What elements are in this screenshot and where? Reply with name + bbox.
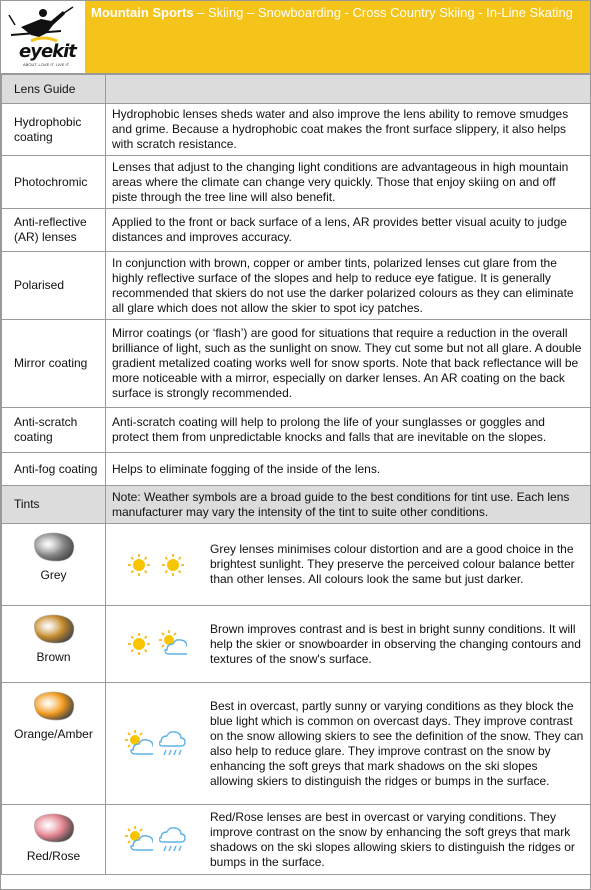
table-row: [2, 453, 591, 486]
sun-icon: [125, 630, 153, 658]
tints-heading-row: [2, 486, 591, 524]
row-label: Photochromic: [2, 156, 106, 209]
tint-content: [106, 622, 590, 667]
table-row: [2, 320, 591, 408]
row-desc: Applied to the front or back surface of a lens, AR provides better visual acuity to judge distances and improves accuracy.: [106, 209, 591, 252]
row-desc: Anti-scratch coating will help to prolong the life of your sunglasses or goggles and protect them from unpredictable knocks and falls that are inevitable on the slopes.: [106, 408, 591, 453]
logo-wordmark: eyekit: [19, 41, 76, 62]
weather-symbols: [106, 630, 206, 658]
title-rest: – Skiing – Snowboarding - Cross Country Skiing - In-Line Skating: [193, 5, 573, 20]
weather-symbols: [106, 826, 206, 854]
row-label: Hydrophobic coating: [2, 104, 106, 156]
lens-swatch-icon: [31, 530, 77, 564]
tint-content: [106, 699, 590, 789]
tint-swatch-cell: [2, 524, 106, 606]
row-desc: Mirror coatings (or ‘flash’) are good for situations that require a reduction in the overall brilliance of light, such as the sunlight on snow. They cut some but not all glare. A double gradient metalized coating works well for snow sports. Note that back reflectance will be more noticeable with a mirror, especially on darker lenses. An AR coating on the back surface is strongly recommended.: [106, 320, 591, 408]
row-label: Anti-reflective (AR) lenses: [2, 209, 106, 252]
tint-name: Grey: [40, 568, 67, 582]
lens-guide-heading-row: [2, 75, 591, 104]
tint-name: Red/Rose: [26, 849, 81, 863]
tints-heading: Tints: [2, 486, 106, 524]
tint-row: [2, 805, 591, 875]
table-row: [2, 408, 591, 453]
row-desc: Hydrophobic lenses sheds water and also improve the lens ability to remove smudges and grime. Because a hydrophobic coat makes the front surface slippery, it also helps with scratch resistance.: [106, 104, 591, 156]
tint-desc-cell: [106, 805, 591, 875]
sun-cloud-icon: [159, 630, 187, 658]
eyekit-logo: [1, 1, 85, 73]
cloud-rain-icon: [159, 730, 187, 758]
tints-note: Note: Weather symbols are a broad guide to the best conditions for tint use. Each lens manufacturer may vary the intensity of the tint to suite other conditions.: [106, 486, 591, 524]
row-desc: Helps to eliminate fogging of the inside of the lens.: [106, 453, 591, 486]
tint-description: Grey lenses minimises colour distortion and are a good choice in the brightest sunlight. They preserve the perceived colour balance better than other lenses. All colours look the same but just darker.: [210, 542, 575, 586]
tint-row: [2, 524, 591, 606]
tint-content: [106, 810, 590, 870]
tint-swatch-cell: [2, 606, 106, 683]
row-label: Mirror coating: [2, 320, 106, 408]
tint-desc-cell: [106, 683, 591, 805]
tint-name: Orange/Amber: [14, 727, 93, 741]
row-desc: In conjunction with brown, copper or amber tints, polarized lenses cut glare from the highly reflective surface of the slopes and help to reduce eye fatigue. It is generally recommended that skiers do not use the darker polarized colours as they can eliminate all glare which does not allow the skier to spot icy patches.: [106, 252, 591, 320]
title-bold: Mountain Sports: [91, 5, 194, 20]
row-label: Anti-fog coating: [2, 453, 106, 486]
sun-icon: [125, 551, 153, 579]
table-row: [2, 209, 591, 252]
row-label: Anti-scratch coating: [2, 408, 106, 453]
lens-swatch-icon: [31, 811, 77, 845]
table-row: [2, 104, 591, 156]
sun-cloud-icon: [125, 826, 153, 854]
tint-swatch-cell: [2, 805, 106, 875]
sun-cloud-icon: [125, 730, 153, 758]
tint-description: Best in overcast, partly sunny or varying conditions as they block the blue light which is common on overcast days. They improve contrast on the snow allowing skiers to see the definition of the snow. They can also help to reduce glare. They improve contrast on the snow by enhancing the soft greys that mark shadows on the ski slopes allowing skiers to distinguish the ridges or bumps in the surface.: [210, 698, 584, 788]
heading-blank: [106, 75, 591, 104]
tint-description: Brown improves contrast and is best in bright sunny conditions. It will help the skier or snowboarder in observing the changing contours and textures of the snow's surface.: [210, 621, 581, 666]
tint-row: [2, 683, 591, 805]
lens-guide-table: [1, 74, 591, 875]
weather-symbols: [106, 730, 206, 758]
tint-content: [106, 542, 590, 587]
logo-tagline: ABOUT. LOVE IT. LIVE IT.: [23, 62, 70, 67]
tint-desc-cell: [106, 524, 591, 606]
tint-row: [2, 606, 591, 683]
row-label: Polarised: [2, 252, 106, 320]
lens-swatch-icon: [31, 612, 77, 646]
row-desc: Lenses that adjust to the changing light conditions are advantageous in high mountain areas where the climate can change very quickly. Those that enjoy skiing on and off piste through the tree line will also benefit.: [106, 156, 591, 209]
table-row: [2, 252, 591, 320]
cloud-rain-icon: [159, 826, 187, 854]
table-row: [2, 156, 591, 209]
lens-swatch-icon: [31, 689, 77, 723]
header-banner: [1, 1, 590, 74]
page-title: [91, 5, 581, 21]
tint-description: Red/Rose lenses are best in overcast or varying conditions. They improve contrast on the snow by enhancing the soft greys that mark shadows on the ski slopes allowing skiers to distinguish the ridges or bumps in the surface.: [210, 809, 575, 869]
weather-symbols: [106, 551, 206, 579]
tint-name: Brown: [36, 650, 71, 664]
sun-icon: [159, 551, 187, 579]
tint-desc-cell: [106, 606, 591, 683]
lens-guide-heading: Lens Guide: [2, 75, 106, 104]
tint-swatch-cell: [2, 683, 106, 805]
